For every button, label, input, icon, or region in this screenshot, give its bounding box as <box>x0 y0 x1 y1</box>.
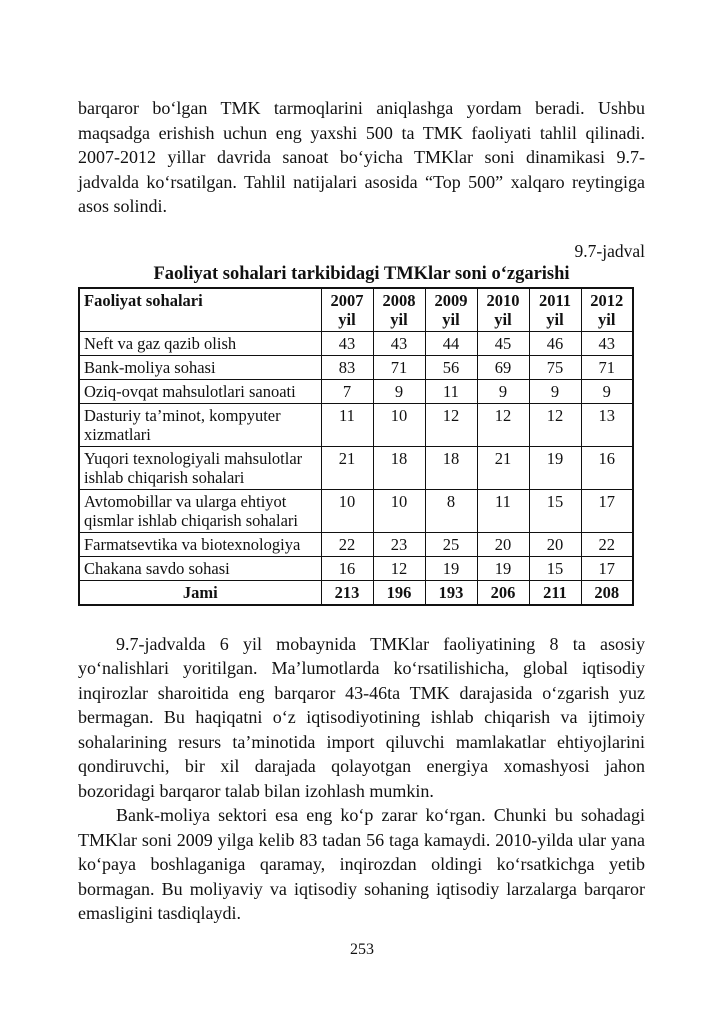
year-value: 2012 <box>590 290 624 310</box>
analysis-paragraph: 9.7-jadvalda 6 yil mobaynida TMKlar faoliyatining 8 ta asosiy yo‘nalishlari yoritilgan. Ma’lumotlarda ko‘rsatilishicha, global iqtisodiy inqirozlar sharoitida eng barqaror 43-46ta TMK darajasida o‘zgarish yuz bermagan. Bu haqiqatni o‘z iqtisodiyotining ishlab chiqarish va ijtimoiy sohalarining resurs ta’minotida import qiluvchi mamlakatlar ehtiyojlarini qondiruvchi, bir xil darajada qolayotgan energiya xomashyosi jahon bozoridagi barqaror talab bilan izohlash mumkin. <box>78 633 645 801</box>
value-cell: 12 <box>425 403 477 446</box>
tmk-sectors-table <box>78 287 634 606</box>
column-header-2012 <box>581 288 633 332</box>
table-total-row <box>79 580 633 605</box>
value-cell: 15 <box>529 489 581 532</box>
value-cell: 20 <box>477 532 529 556</box>
year-suffix: yil <box>338 309 356 329</box>
value-cell: 12 <box>373 556 425 580</box>
value-cell: 9 <box>373 379 425 403</box>
value-cell: 16 <box>321 556 373 580</box>
total-value-cell: 211 <box>529 580 581 605</box>
table-row <box>79 331 633 355</box>
value-cell: 18 <box>425 446 477 489</box>
column-header-2008 <box>373 288 425 332</box>
value-cell: 19 <box>425 556 477 580</box>
sector-cell: Oziq-ovqat mahsulotlari sanoati <box>79 379 321 403</box>
page-number: 253 <box>350 941 374 958</box>
total-value-cell: 213 <box>321 580 373 605</box>
year-value: 2011 <box>538 290 572 310</box>
value-cell: 17 <box>581 489 633 532</box>
value-cell: 12 <box>529 403 581 446</box>
value-cell: 13 <box>581 403 633 446</box>
table-row <box>79 532 633 556</box>
value-cell: 69 <box>477 355 529 379</box>
value-cell: 44 <box>425 331 477 355</box>
column-header-2009 <box>425 288 477 332</box>
table-row <box>79 446 633 489</box>
table-row <box>79 355 633 379</box>
sector-cell: Chakana savdo sohasi <box>79 556 321 580</box>
year-value: 2007 <box>330 290 364 310</box>
value-cell: 18 <box>373 446 425 489</box>
sector-cell: Yuqori texnologiyali mahsulotlar ishlab chiqarish sohalari <box>79 446 321 489</box>
sector-cell: Avtomobillar va ularga ehtiyot qismlar ishlab chiqarish sohalari <box>79 489 321 532</box>
value-cell: 71 <box>373 355 425 379</box>
column-header-2007 <box>321 288 373 332</box>
total-value-cell: 206 <box>477 580 529 605</box>
year-value: 2010 <box>486 290 520 310</box>
value-cell: 9 <box>581 379 633 403</box>
value-cell: 16 <box>581 446 633 489</box>
value-cell: 20 <box>529 532 581 556</box>
total-value-cell: 196 <box>373 580 425 605</box>
value-cell: 43 <box>321 331 373 355</box>
table-title: Faoliyat sohalari tarkibidagi TMKlar soni o‘zgarishi <box>153 263 570 284</box>
value-cell: 11 <box>321 403 373 446</box>
year-value: 2008 <box>382 290 416 310</box>
table-header-row <box>79 288 633 332</box>
year-suffix: yil <box>494 309 512 329</box>
intro-paragraph: barqaror bo‘lgan TMK tarmoqlarini aniqlashga yordam beradi. Ushbu maqsadga erishish uchun eng yaxshi 500 ta TMK faoliyati tahlil qilinadi. 2007-2012 yillar davrida sanoat bo‘yicha TMKlar soni dinamikasi 9.7-jadvalda ko‘rsatilgan. Tahlil natijalari asosida “Top 500” xalqaro reytingiga asos solindi. <box>78 98 645 216</box>
value-cell: 75 <box>529 355 581 379</box>
value-cell: 56 <box>425 355 477 379</box>
total-value-cell: 193 <box>425 580 477 605</box>
sector-cell: Bank-moliya sohasi <box>79 355 321 379</box>
table-row <box>79 489 633 532</box>
value-cell: 23 <box>373 532 425 556</box>
value-cell: 43 <box>581 331 633 355</box>
column-header-sectors: Faoliyat sohalari <box>79 288 321 332</box>
value-cell: 83 <box>321 355 373 379</box>
sector-cell: Farmatsevtika va biotexnologiya <box>79 532 321 556</box>
year-suffix: yil <box>442 309 460 329</box>
table-row <box>79 379 633 403</box>
column-header-2010 <box>477 288 529 332</box>
value-cell: 22 <box>581 532 633 556</box>
value-cell: 45 <box>477 331 529 355</box>
value-cell: 10 <box>373 403 425 446</box>
total-value-cell: 208 <box>581 580 633 605</box>
value-cell: 7 <box>321 379 373 403</box>
value-cell: 21 <box>477 446 529 489</box>
year-suffix: yil <box>390 309 408 329</box>
value-cell: 9 <box>529 379 581 403</box>
value-cell: 19 <box>529 446 581 489</box>
bank-sector-paragraph: Bank-moliya sektori esa eng ko‘p zarar ko‘rgan. Chunki bu sohadagi TMKlar soni 2009 yilga kelib 83 tadan 56 taga kamaydi. 2010-yilda ular yana ko‘paya boshlaganiga qaramay, inqirozdan oldingi ko‘rsatkichga yetib bormagan. Bu moliyaviy va iqtisodiy sohaning iqtisodiy larzalarga barqaror emasligini tasdiqlaydi. <box>78 805 645 923</box>
total-label-cell: Jami <box>79 580 321 605</box>
sector-cell: Dasturiy ta’minot, kompyuter xizmatlari <box>79 403 321 446</box>
sector-cell: Neft va gaz qazib olish <box>79 331 321 355</box>
table-row <box>79 403 633 446</box>
value-cell: 8 <box>425 489 477 532</box>
value-cell: 25 <box>425 532 477 556</box>
value-cell: 12 <box>477 403 529 446</box>
value-cell: 11 <box>425 379 477 403</box>
value-cell: 15 <box>529 556 581 580</box>
value-cell: 19 <box>477 556 529 580</box>
table-number-label: 9.7-jadval <box>574 240 645 261</box>
value-cell: 17 <box>581 556 633 580</box>
year-value: 2009 <box>434 290 468 310</box>
value-cell: 22 <box>321 532 373 556</box>
value-cell: 21 <box>321 446 373 489</box>
value-cell: 71 <box>581 355 633 379</box>
value-cell: 46 <box>529 331 581 355</box>
value-cell: 9 <box>477 379 529 403</box>
value-cell: 10 <box>321 489 373 532</box>
value-cell: 43 <box>373 331 425 355</box>
column-header-2011 <box>529 288 581 332</box>
value-cell: 10 <box>373 489 425 532</box>
year-suffix: yil <box>546 309 564 329</box>
value-cell: 11 <box>477 489 529 532</box>
year-suffix: yil <box>598 309 616 329</box>
table-row <box>79 556 633 580</box>
